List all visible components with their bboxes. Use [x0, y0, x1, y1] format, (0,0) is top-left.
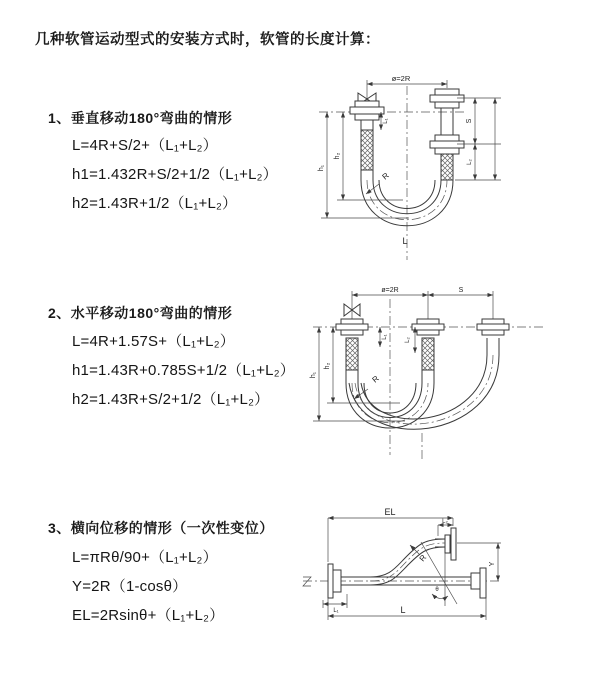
section-2-formula-L: L=4R+1.57S+（L₁+L₂）: [72, 333, 235, 350]
dim-label-L: L: [402, 236, 408, 246]
section-3-formula-L: L=πRθ/90+（L₁+L₂）: [72, 549, 218, 566]
diagram-vertical-180-bend: [305, 68, 595, 263]
right-flange-union: [430, 135, 464, 154]
dim-label-S: S: [466, 118, 473, 124]
dim-label-h1: h₁: [318, 164, 325, 172]
moved-flange: [477, 319, 509, 335]
dim-label-R: R: [417, 553, 429, 564]
hose-displaced-s-curve: [370, 539, 445, 585]
dim-label-R: R: [380, 170, 391, 182]
dim-label-Y: Y: [489, 561, 496, 567]
dimension-h2: [324, 327, 400, 403]
dimension-L1: [381, 112, 389, 130]
dimension-L: [328, 598, 486, 620]
section-3-heading: 3、横向位移的情形（一次性变位）: [48, 520, 274, 536]
dim-label-theta: θ: [435, 587, 439, 593]
break-symbol: [303, 577, 311, 586]
dimension-S: [455, 98, 501, 180]
dim-label-L1: L₁: [382, 334, 388, 340]
dimension-L2: [405, 327, 415, 353]
section-3-formula-EL: EL=2Rsinθ+（L₁+L₂）: [72, 607, 225, 624]
dim-label-L2: L₂: [467, 159, 473, 165]
braided-hose-section: [361, 130, 373, 170]
left-flange: [350, 101, 384, 120]
dim-label-EL: EL: [384, 507, 396, 517]
section-3-formula-Y: Y=2R（1-cosθ）: [72, 578, 188, 595]
dim-label-R: R: [370, 373, 381, 385]
section-1-formula-h1: h1=1.432R+S/2+1/2（L₁+L₂）: [72, 166, 278, 183]
dim-label-S: S: [458, 287, 464, 294]
braided-hose-section: [422, 338, 434, 370]
right-flange-top: [430, 89, 464, 108]
dim-label-h1: h₁: [310, 371, 317, 379]
section-2-formula-h1: h1=1.43R+0.785S+1/2（L₁+L₂）: [72, 362, 295, 379]
section-1-formula-L: L=4R+S/2+（L₁+L₂）: [72, 137, 218, 154]
diagram-horizontal-180-bend: [305, 283, 595, 463]
left-flange: [336, 319, 368, 335]
braided-hose-section: [441, 154, 453, 180]
section-1-formula-h2: h2=1.43R+1/2（L₁+L₂）: [72, 195, 238, 212]
dim-label-L1: L₁: [383, 118, 389, 124]
dimension-L2: [467, 98, 495, 180]
dim-label-span: ø=2R: [391, 74, 411, 83]
dimension-L1: [323, 594, 347, 614]
dim-label-L: L: [400, 605, 406, 615]
upper-flange: [445, 528, 456, 560]
dim-label-L2: L₂: [405, 337, 411, 343]
radius-callout: [366, 171, 391, 194]
braided-hose-section: [346, 338, 358, 370]
section-2-formula-h2: h2=1.43R+S/2+1/2（L₁+L₂）: [72, 391, 270, 408]
diagram-lateral-displacement: [295, 498, 595, 658]
dimension-L1: [380, 327, 388, 347]
dim-label-h2: h₂: [324, 362, 331, 370]
dim-label-h2: h₂: [334, 152, 341, 160]
dimension-EL: [328, 507, 453, 562]
section-1-heading: 1、垂直移动180°弯曲的情形: [48, 110, 233, 126]
right-flange: [471, 568, 486, 598]
middle-flange: [412, 319, 444, 335]
dim-label-L1: L₁: [333, 608, 339, 614]
page-title: 几种软管运动型式的安装方式时，软管的长度计算：: [35, 32, 380, 48]
left-flange: [328, 564, 341, 598]
dim-label-L2: L₂: [442, 519, 448, 525]
section-2-heading: 2、水平移动180°弯曲的情形: [48, 305, 233, 321]
dim-label-span: ø=2R: [381, 287, 399, 294]
dimension-span-2R: [352, 287, 493, 319]
dimension-S: [428, 287, 493, 295]
